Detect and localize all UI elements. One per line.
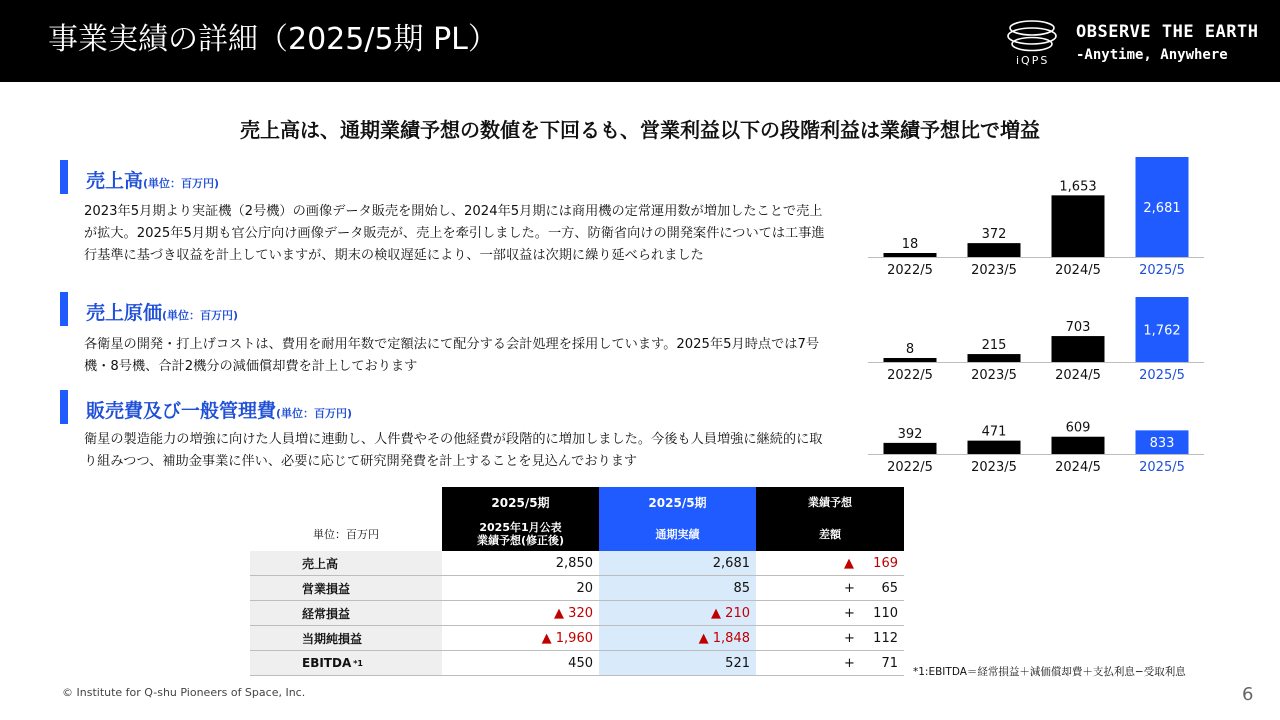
row-label-text: 売上高	[302, 556, 339, 571]
section-body-cogs: 各衛星の開発・打上げコストは、費用を耐用年数で定額法にて配分する会計処理を採用しています。2025年5月時点では7号機・8号機、合計2機分の減価償却費を計上しております	[84, 337, 820, 374]
row-label-text: 当期純損益	[302, 631, 363, 646]
category-label: 2022/5	[887, 263, 933, 278]
table-unit-label: 単位：百万円	[313, 528, 379, 541]
category-label: 2025/5	[1139, 368, 1185, 383]
bar-2024/5	[1052, 437, 1105, 454]
diff-sign: +	[844, 630, 855, 646]
data-label: 833	[1149, 436, 1175, 452]
slogan-line1: OBSERVE THE EARTH	[1076, 22, 1259, 42]
sales-chart-svg	[868, 152, 1204, 282]
bar-2022/5	[884, 253, 937, 257]
table-row	[250, 601, 904, 626]
header-actual-period: 2025/5期	[599, 487, 756, 517]
diff-value	[756, 626, 904, 650]
actual-value: 521	[599, 651, 756, 675]
data-label: 703	[1065, 320, 1091, 336]
data-label: 609	[1065, 420, 1091, 436]
header-bar	[0, 0, 1280, 82]
data-label: 8	[905, 342, 915, 357]
table-row	[250, 551, 904, 576]
section-heading-sga	[86, 396, 352, 423]
diff-number: 110	[873, 605, 898, 621]
slogan-line2: -Anytime, Anywhere	[1076, 47, 1228, 63]
section-unit: (単位：百万円)	[143, 177, 220, 190]
forecast-value: 20	[576, 580, 593, 596]
sga-bar-chart	[868, 410, 1204, 476]
actual-value: ▲ 1,848	[599, 626, 756, 650]
header-actual-sub: 通期実績	[599, 517, 756, 551]
data-label: 18	[901, 237, 919, 252]
row-label	[250, 626, 442, 650]
forecast-value: 2,850	[555, 555, 593, 571]
row-label-sup: *1	[353, 658, 363, 668]
table-row	[250, 626, 904, 651]
diff-number: 112	[873, 630, 898, 646]
header-forecast-period: 2025/5期	[442, 487, 599, 517]
footnote: *1:EBITDA＝経常損益＋減価償却費＋支払利息−受取利息	[913, 666, 1186, 678]
section-body-sga: 衛星の製造能力の増強に向けた人員増に連動し、人件費やその他経費が段階的に増加しました。今後も人員増強に継続的に取り組みつつ、補助金事業に伴い、必要に応じて研究開発費を計上することを見込んでおります	[84, 432, 823, 469]
actual-value: 85	[599, 576, 756, 600]
category-label: 2023/5	[971, 460, 1017, 475]
diff-value	[756, 551, 904, 575]
header-forecast-sub: 2025年1月公表 業績予想(修正後)	[442, 517, 599, 551]
pl-table	[250, 487, 904, 677]
actual-value: 2,681	[599, 551, 756, 575]
category-label: 2024/5	[1055, 263, 1101, 278]
section-accent-bar	[60, 292, 68, 326]
bar-2023/5	[968, 441, 1021, 454]
data-label: 2,681	[1143, 201, 1181, 216]
page-number: 6	[1242, 684, 1254, 705]
diff-sign: +	[844, 605, 855, 621]
section-title: 販売費及び一般管理費	[86, 400, 277, 422]
bar-2022/5	[884, 443, 937, 454]
forecast-value: ▲ 1,960	[541, 630, 593, 646]
diff-number: 169	[873, 555, 898, 571]
diff-number: 71	[881, 655, 898, 671]
header-vs-forecast: 業績予想	[756, 487, 904, 517]
diff-sign: +	[844, 655, 855, 671]
row-label-text: EBITDA	[302, 656, 352, 670]
page-title: 事業実績の詳細（2025/5期 PL）	[48, 22, 498, 57]
diff-value	[756, 601, 904, 625]
row-label	[250, 576, 442, 600]
section-title: 売上高	[86, 170, 144, 192]
data-label: 1,762	[1143, 323, 1181, 339]
bar-2023/5	[968, 354, 1021, 362]
category-label: 2024/5	[1055, 460, 1101, 475]
section-heading-cogs	[86, 298, 238, 325]
section-accent-bar	[60, 390, 68, 424]
category-label: 2022/5	[887, 368, 933, 383]
header-diff-sub: 差額	[756, 517, 904, 551]
diff-sign: +	[844, 580, 855, 596]
diff-value	[756, 651, 904, 675]
cogs-bar-chart	[868, 292, 1204, 386]
bar-2024/5	[1052, 336, 1105, 362]
data-label: 372	[981, 227, 1007, 243]
category-label: 2025/5	[1139, 263, 1185, 278]
forecast-value: ▲ 320	[554, 605, 593, 621]
section-unit: (単位：百万円)	[276, 407, 353, 420]
table-row	[250, 576, 904, 601]
forecast-value: 450	[568, 655, 593, 671]
category-label: 2025/5	[1139, 460, 1185, 475]
category-label: 2022/5	[887, 460, 933, 475]
data-label: 392	[897, 426, 923, 442]
category-label: 2023/5	[971, 263, 1017, 278]
diff-value	[756, 576, 904, 600]
table-row	[250, 651, 904, 676]
row-label-text: 営業損益	[302, 581, 351, 596]
data-label: 215	[981, 338, 1007, 354]
bar-2024/5	[1052, 195, 1105, 257]
data-label: 1,653	[1059, 179, 1097, 195]
actual-value: ▲ 210	[599, 601, 756, 625]
data-label: 471	[981, 424, 1007, 440]
section-accent-bar	[60, 160, 68, 194]
row-label	[250, 551, 442, 575]
copyright: © Institute for Q-shu Pioneers of Space, Inc.	[62, 686, 306, 699]
bar-2022/5	[884, 358, 937, 362]
section-heading-sales	[86, 166, 219, 193]
row-label-text: 経常損益	[302, 606, 351, 621]
section-title: 売上原価	[86, 302, 163, 324]
section-body-sales: 2023年5月期より実証機（2号機）の画像データ販売を開始し、2024年5月期には商用機の定常運用数が増加したことで売上が拡大。2025年5月期も官公庁向け画像データ販売が、売上を牽引しました。一方、防衛省向けの開発案件については工事進行基準に基づき収益を計上していますが、期末の検収遅延により、一部収益は次期に繰り延べられました	[84, 204, 825, 263]
cogs-chart-svg	[868, 292, 1204, 386]
bar-2023/5	[968, 243, 1021, 257]
row-label	[250, 601, 442, 625]
sga-chart-svg	[868, 410, 1204, 476]
logo-text: iQPS	[1016, 54, 1050, 67]
diff-sign: ▲	[844, 555, 854, 571]
diff-number: 65	[881, 580, 898, 596]
section-unit: (単位：百万円)	[162, 309, 239, 322]
category-label: 2023/5	[971, 368, 1017, 383]
headline: 売上高は、通期業績予想の数値を下回るも、営業利益以下の段階利益は業績予想比で増益	[240, 118, 1040, 142]
category-label: 2024/5	[1055, 368, 1101, 383]
sales-bar-chart	[868, 152, 1204, 282]
row-label	[250, 651, 442, 675]
